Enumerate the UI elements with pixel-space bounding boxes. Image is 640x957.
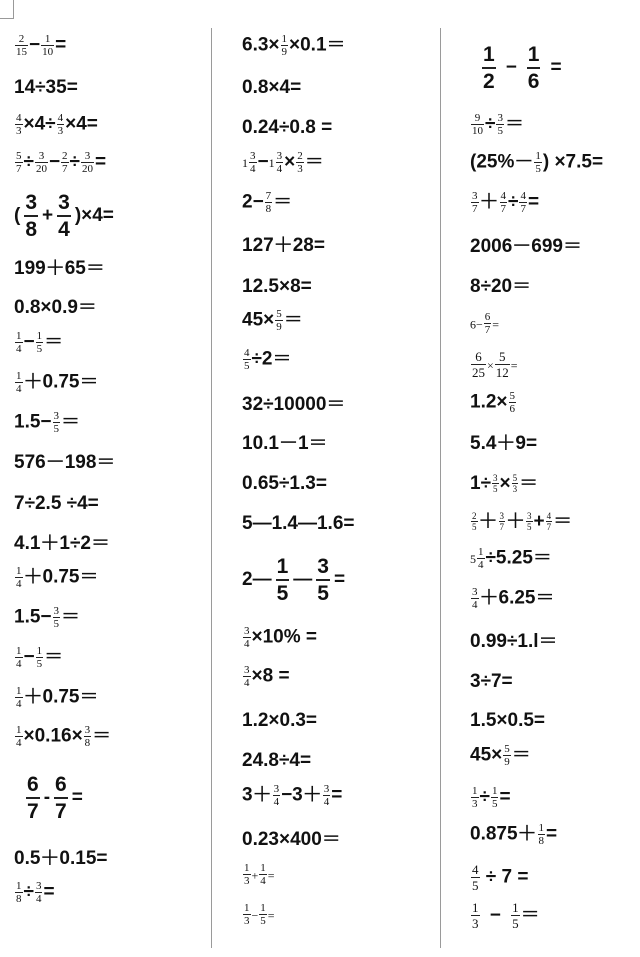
fraction: $\frac{1}{5}$ (491, 785, 498, 810)
problem-3-3: (25%－ $\frac{1}{5}$ ) ×7.5= (470, 150, 604, 175)
fraction: $\frac{6}{25}$ (472, 349, 485, 380)
mixed-number: 1 $\frac{3}{4}$ (268, 150, 283, 175)
problem-3-12: $\frac{2}{5}$ ＋ $\frac{3}{7}$ ＋ $\frac{3}{5}$ + $\frac{4}{7}$ ＝ (472, 511, 573, 533)
problem-3-7: 6− $\frac{6}{7}$ = (470, 311, 500, 336)
problem-3-14: $\frac{3}{4}$ ＋6.25＝ (472, 586, 555, 611)
problem-1-3: $\frac{4}{3}$ ×4÷ $\frac{4}{3}$ ×4= (16, 112, 98, 137)
problem-2-10: 32÷10000＝ (242, 394, 346, 415)
fraction: $\frac{3}{7}$ (499, 511, 505, 533)
problem-1-17: $\frac{1}{4}$ ＋0.75＝ (16, 685, 99, 710)
problem-3-20: 0.875＋ $\frac{1}{8}$ = (470, 822, 558, 847)
problem-2-19: 3＋ $\frac{3}{4}$ −3＋ $\frac{3}{4}$ = (242, 783, 343, 808)
fraction: $\frac{6}{7}$ (27, 773, 39, 823)
fraction: $\frac{9}{10}$ (472, 112, 483, 137)
fraction: $\frac{3}{5}$ (53, 605, 60, 630)
fraction: $\frac{3}{20}$ (35, 150, 47, 175)
fraction: $\frac{3}{5}$ (53, 410, 60, 435)
fraction: $\frac{4}{5}$ (244, 347, 250, 372)
fraction: $\frac{3}{7}$ (472, 190, 478, 215)
fraction: $\frac{1}{10}$ (42, 33, 54, 58)
problem-1-10: 1.5− $\frac{3}{5}$ ＝ (14, 410, 81, 435)
problem-2-16: $\frac{3}{4}$ ×8 = (244, 664, 290, 689)
fraction: $\frac{3}{4}$ (250, 150, 256, 175)
fraction: $\frac{5}{7}$ (16, 150, 22, 175)
fraction: $\frac{2}{15}$ (16, 33, 27, 58)
mixed-number: 1 $\frac{3}{4}$ (242, 150, 256, 175)
fraction: $\frac{1}{2}$ (483, 43, 495, 93)
fraction: $\frac{1}{9}$ (281, 33, 288, 58)
problem-3-21: $\frac{4}{5}$ ÷ 7 = (472, 862, 529, 893)
problem-1-4: $\frac{5}{7}$ ÷ $\frac{3}{20}$ − $\frac{2}{7}$ ÷ $\frac{3}{20}$ = (16, 150, 107, 175)
fraction: $\frac{1}{4}$ (16, 370, 22, 395)
problem-2-7: 12.5×8= (242, 276, 312, 297)
fraction: $\frac{2}{3}$ (297, 150, 303, 175)
fraction: $\frac{5}{12}$ (495, 349, 509, 380)
problem-1-20: 0.5＋0.15= (14, 848, 108, 869)
problem-2-3: 0.24÷0.8 = (242, 117, 333, 138)
problem-3-6: 8÷20＝ (470, 276, 532, 297)
fraction: $\frac{1}{5}$ (36, 645, 43, 670)
fraction: $\frac{4}{3}$ (16, 112, 22, 137)
fraction: $\frac{6}{7}$ (55, 773, 67, 823)
fraction: $\frac{1}{4}$ (16, 645, 22, 670)
fraction: $\frac{3}{4}$ (323, 783, 330, 808)
fraction: $\frac{1}{3}$ (472, 785, 478, 810)
page-corner-mark (0, 0, 14, 19)
column-divider-right (440, 28, 441, 948)
problem-1-13: 4.1＋1÷2＝ (14, 533, 110, 554)
problem-3-8: $\frac{6}{25}$ × $\frac{5}{12}$ = (472, 349, 518, 380)
fraction: $\frac{4}{5}$ (472, 862, 479, 893)
fraction: $\frac{7}{8}$ (265, 190, 272, 215)
fraction: $\frac{5}{6}$ (509, 390, 516, 415)
fraction: $\frac{2}{7}$ (62, 150, 68, 175)
problem-1-18: $\frac{1}{4}$ ×0.16× $\frac{3}{8}$ ＝ (16, 724, 112, 749)
problem-1-5: ( $\frac{3}{8}$ + $\frac{3}{4}$ )×4= (14, 191, 114, 241)
fraction: $\frac{3}{4}$ (472, 586, 478, 611)
problem-1-8: $\frac{1}{4}$ − $\frac{1}{5}$ ＝ (16, 330, 64, 355)
problem-2-21: $\frac{1}{3}$ + $\frac{1}{4}$ = (244, 862, 275, 887)
problem-2-18: 24.8÷4= (242, 750, 312, 771)
fraction: $\frac{5}{9}$ (504, 743, 510, 768)
fraction: $\frac{3}{20}$ (81, 150, 93, 175)
fraction: $\frac{3}{4}$ (35, 880, 42, 905)
problem-3-19: $\frac{1}{3}$ ÷ $\frac{1}{5}$ = (472, 785, 511, 810)
problem-2-22: $\frac{1}{3}$ − $\frac{1}{5}$ = (244, 902, 275, 927)
fraction: $\frac{3}{8}$ (25, 191, 38, 241)
fraction: $\frac{3}{4}$ (244, 625, 250, 650)
problem-3-15: 0.99÷1.l＝ (470, 631, 558, 652)
fraction: $\frac{2}{5}$ (472, 511, 477, 533)
fraction: $\frac{1}{6}$ (527, 43, 540, 93)
fraction: $\frac{3}{5}$ (497, 112, 503, 137)
problem-2-17: 1.2×0.3= (242, 710, 318, 731)
problem-3-5: 2006－699＝ (470, 236, 582, 257)
problem-1-7: 0.8×0.9＝ (14, 297, 97, 318)
problem-2-9: $\frac{4}{5}$ ÷2＝ (244, 347, 292, 372)
problem-2-15: $\frac{3}{4}$ ×10% = (244, 625, 317, 650)
problem-2-4: 1 $\frac{3}{4}$ − 1 $\frac{3}{4}$ × $\frac{2}{3}$ ＝ (242, 150, 324, 175)
problem-1-12: 7÷2.5 ÷4= (14, 493, 99, 514)
problem-2-5: 2− $\frac{7}{8}$ ＝ (242, 190, 293, 215)
fraction: $\frac{4}{7}$ (500, 190, 507, 215)
fraction: $\frac{5}{3}$ (512, 473, 518, 495)
fraction: $\frac{1}{8}$ (538, 822, 545, 847)
problem-3-1: $\frac{1}{2}$ − $\frac{1}{6}$ = (483, 43, 562, 93)
problem-2-20: 0.23×400＝ (242, 829, 341, 850)
fraction: $\frac{1}{8}$ (16, 880, 22, 905)
fraction: $\frac{3}{4}$ (244, 664, 250, 689)
fraction: $\frac{3}{4}$ (58, 191, 70, 241)
fraction: $\frac{3}{5}$ (527, 511, 532, 533)
fraction: $\frac{1}{4}$ (16, 724, 22, 749)
fraction: $\frac{4}{7}$ (546, 511, 552, 533)
problem-3-22: $\frac{1}{3}$ − $\frac{1}{5}$ ＝ (472, 900, 540, 931)
fraction: $\frac{1}{5}$ (535, 150, 541, 175)
fraction: $\frac{1}{3}$ (472, 900, 479, 931)
fraction: $\frac{3}{5}$ (493, 473, 498, 495)
problem-2-13: 5—1.4—1.6= (242, 513, 355, 534)
fraction: $\frac{1}{4}$ (16, 685, 22, 710)
problem-2-11: 10.1－1＝ (242, 433, 328, 454)
problem-1-2: 14÷35= (14, 77, 78, 98)
problem-1-19: $\frac{6}{7}$ - $\frac{6}{7}$ = (27, 773, 83, 823)
fraction: $\frac{3}{5}$ (317, 555, 329, 605)
problem-3-16: 3÷7= (470, 671, 513, 692)
fraction: $\frac{1}{5}$ (512, 900, 519, 931)
problem-2-1: 6.3× $\frac{1}{9}$ ×0.1＝ (242, 33, 346, 58)
fraction: $\frac{1}{4}$ (16, 565, 22, 590)
problem-2-14: 2— $\frac{1}{5}$ — $\frac{3}{5}$ = (242, 555, 346, 605)
problem-3-18: 45× $\frac{5}{9}$ ＝ (470, 743, 531, 768)
fraction: $\frac{1}{5}$ (276, 555, 289, 605)
problem-3-11: 1÷ $\frac{3}{5}$ × $\frac{5}{3}$ ＝ (470, 473, 539, 495)
fraction: $\frac{1}{3}$ (244, 902, 250, 927)
problem-3-2: $\frac{9}{10}$ ÷ $\frac{3}{5}$ ＝ (472, 112, 524, 137)
problem-1-16: $\frac{1}{4}$ − $\frac{1}{5}$ ＝ (16, 645, 64, 670)
fraction: $\frac{4}{3}$ (57, 112, 64, 137)
fraction: $\frac{5}{9}$ (276, 308, 282, 333)
problem-1-14: $\frac{1}{4}$ ＋0.75＝ (16, 565, 99, 590)
fraction: $\frac{1}{4}$ (478, 546, 484, 571)
column-divider-left (211, 28, 212, 948)
fraction: $\frac{1}{5}$ (260, 902, 266, 927)
problem-1-15: 1.5− $\frac{3}{5}$ ＝ (14, 605, 81, 630)
problem-2-8: 45× $\frac{5}{9}$ ＝ (242, 308, 303, 333)
fraction: $\frac{3}{4}$ (273, 783, 280, 808)
problem-1-11: 576－198＝ (14, 452, 116, 473)
problem-3-4: $\frac{3}{7}$ ＋ $\frac{4}{7}$ ÷ $\frac{4}{7}$ = (472, 190, 540, 215)
fraction: $\frac{3}{8}$ (84, 724, 91, 749)
mixed-number: 5 $\frac{1}{4}$ (470, 546, 484, 571)
problem-3-10: 5.4＋9= (470, 433, 538, 454)
problem-3-9: 1.2× $\frac{5}{6}$ (470, 390, 516, 415)
fraction: $\frac{1}{4}$ (260, 862, 266, 887)
problem-2-6: 127＋28= (242, 235, 325, 256)
problem-1-9: $\frac{1}{4}$ ＋0.75＝ (16, 370, 99, 395)
problem-3-17: 1.5×0.5= (470, 710, 546, 731)
fraction: $\frac{1}{4}$ (16, 330, 22, 355)
fraction: $\frac{6}{7}$ (484, 311, 491, 336)
fraction: $\frac{3}{4}$ (276, 150, 283, 175)
problem-2-2: 0.8×4= (242, 77, 302, 98)
problem-1-6: 199＋65＝ (14, 258, 105, 279)
problem-3-13: 5 $\frac{1}{4}$ ÷5.25＝ (470, 546, 552, 571)
problem-2-12: 0.65÷1.3= (242, 473, 327, 494)
fraction: $\frac{4}{7}$ (520, 190, 526, 215)
problem-1-21: $\frac{1}{8}$ ÷ $\frac{3}{4}$ = (16, 880, 55, 905)
fraction: $\frac{1}{5}$ (36, 330, 43, 355)
fraction: $\frac{1}{3}$ (244, 862, 250, 887)
problem-1-1: $\frac{2}{15}$ − $\frac{1}{10}$ = (16, 33, 67, 58)
